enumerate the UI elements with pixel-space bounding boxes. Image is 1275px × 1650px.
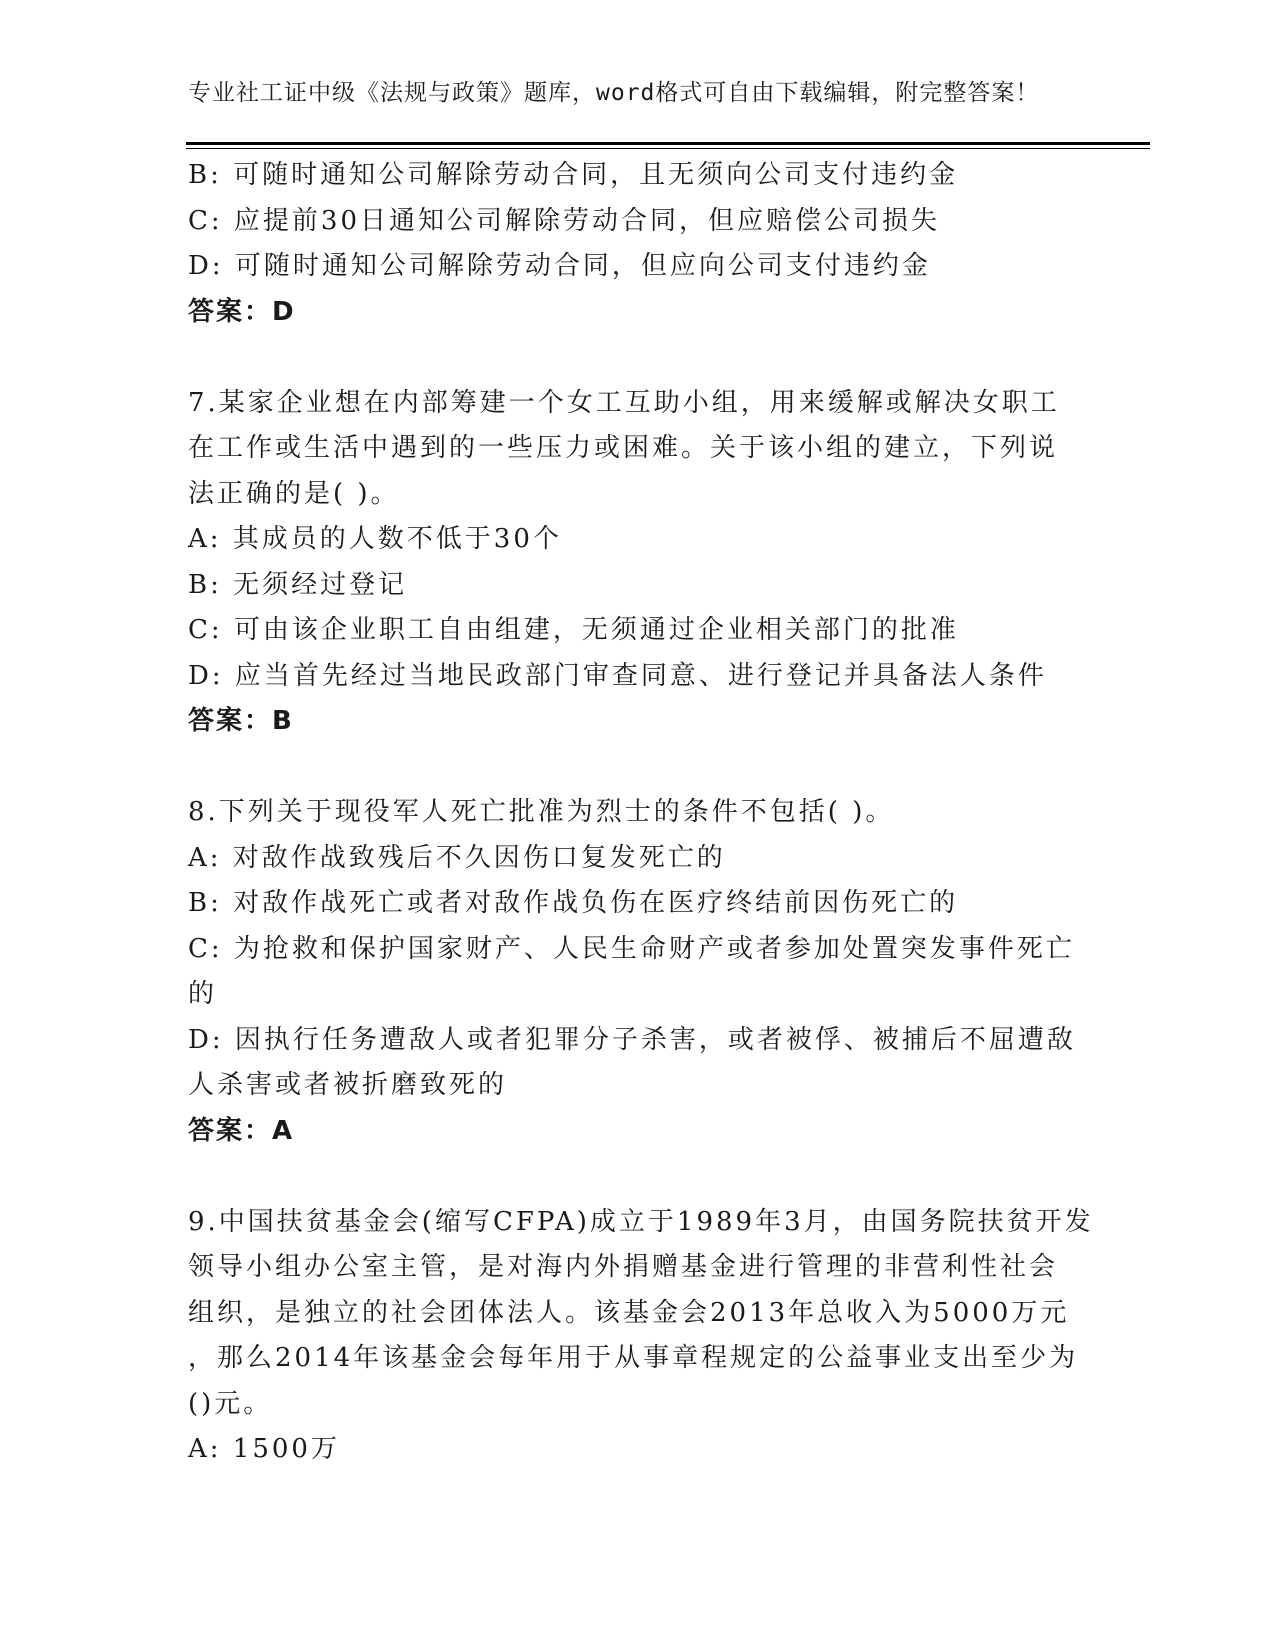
q7-stem-line: 7.某家企业想在内部筹建一个女工互助小组，用来缓解或解决女职工 [188, 387, 1060, 418]
q7-option-a: A: 其成员的人数不低于30个 [188, 524, 562, 554]
q9-option-a: A: 1500万 [188, 1434, 340, 1464]
q9-stem-line: 组织，是独立的社会团体法人。该基金会2013年总收入为5000万元 [188, 1297, 1070, 1328]
header-rule-thick [186, 142, 1150, 145]
q7-option-d: D: 应当首先经过当地民政部门审查同意、进行登记并具备法人条件 [188, 660, 1047, 691]
q7-option-c: C: 可由该企业职工自由组建，无须通过企业相关部门的批准 [188, 615, 959, 645]
spacer [188, 745, 1088, 791]
q8-option-b: B: 对敌作战死亡或者对敌作战负伤在医疗终结前因伤死亡的 [188, 888, 959, 918]
header-rule-thin [186, 148, 1150, 149]
q7-option-b: B: 无须经过登记 [188, 569, 408, 600]
q9-stem-line: ()元。 [188, 1388, 273, 1419]
q6-option-b: B: 可随时通知公司解除劳动合同，且无须向公司支付违约金 [188, 160, 959, 190]
q7-stem-line: 在工作或生活中遇到的一些压力或困难。关于该小组的建立，下列说 [188, 433, 1059, 463]
q6-option-d: D: 可随时通知公司解除劳动合同，但应向公司支付违约金 [188, 251, 931, 281]
q8-option-c: C: 为抢救和保护国家财产、人民生命财产或者参加处置突发事件死亡 [188, 933, 1075, 964]
page-header: 专业社工证中级《法规与政策》题库，word格式可自由下载编辑，附完整答案！ [188, 80, 1040, 106]
q8-option-d: D: 因执行任务遭敌人或者犯罪分子杀害，或者被俘、被捕后不屈遭敌 [188, 1024, 1076, 1055]
q8-answer: 答案：A [188, 1115, 295, 1146]
q6-answer: 答案：D [188, 296, 296, 327]
q9-stem-line: 9.中国扶贫基金会(缩写CFPA)成立于1989年3月，由国务院扶贫开发 [188, 1206, 1094, 1237]
spacer [188, 1154, 1088, 1200]
q7-answer: 答案：B [188, 706, 294, 736]
q9-stem-line: 领导小组办公室主管，是对海内外捐赠基金进行管理的非营利性社会 [188, 1252, 1059, 1282]
question-content [188, 153, 1094, 1473]
q8-option-a: A: 对敌作战致残后不久因伤口复发死亡的 [188, 842, 726, 873]
q8-option-c-cont: 的 [188, 979, 218, 1009]
q8-option-d-cont: 人杀害或者被折磨致死的 [188, 1070, 508, 1100]
q6-option-c: C: 应提前30日通知公司解除劳动合同，但应赔偿公司损失 [188, 205, 941, 236]
q7-stem-line: 法正确的是( )。 [188, 478, 400, 509]
q9-stem-line: ，那么2014年该基金会每年用于从事章程规定的公益事业支出至少为 [188, 1343, 1079, 1373]
q8-stem: 8.下列关于现役军人死亡批准为烈士的条件不包括( )。 [188, 797, 895, 827]
spacer [188, 335, 1088, 381]
